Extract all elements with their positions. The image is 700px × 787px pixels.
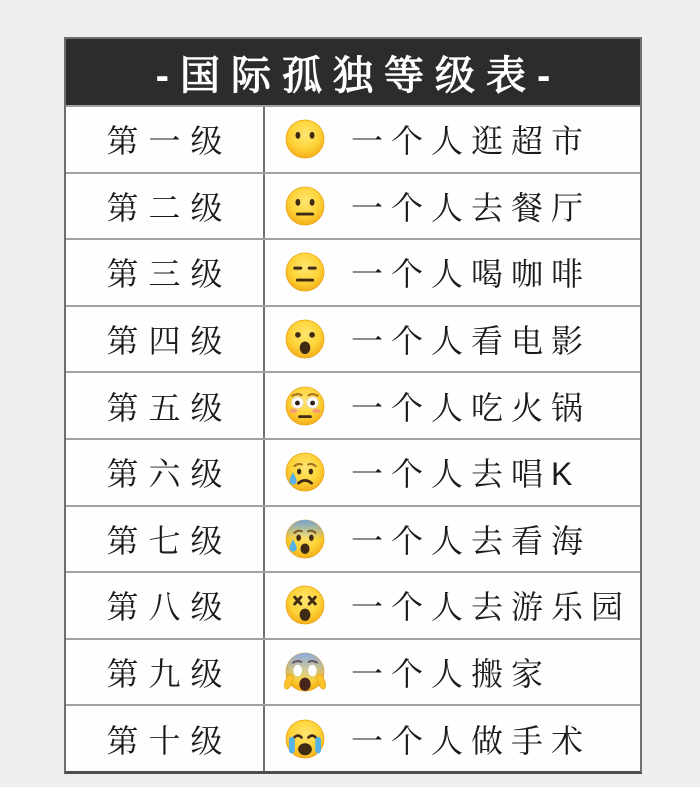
- level-cell: [66, 507, 265, 572]
- activity-cell: [265, 440, 640, 505]
- activity-text: 一个人去唱K: [351, 456, 581, 493]
- activity-text: 一个人吃火锅: [351, 389, 592, 426]
- level-text: 第八级: [106, 589, 233, 626]
- table-row: [66, 438, 640, 505]
- level-cell: [66, 640, 265, 705]
- activity-text: 一个人喝咖啡: [351, 256, 592, 293]
- level-text: 第十级: [106, 722, 233, 759]
- level-text: 第五级: [106, 389, 233, 426]
- screaming-face-emoji-icon: [283, 650, 327, 694]
- activity-cell: [265, 174, 640, 239]
- anxious-sweat-face-emoji-icon: [283, 517, 327, 561]
- activity-cell: [265, 240, 640, 305]
- flushed-face-emoji-icon: [283, 384, 327, 428]
- activity-cell: [265, 507, 640, 572]
- activity-text: 一个人逛超市: [351, 123, 592, 160]
- table-row: [66, 172, 640, 239]
- activity-text: 一个人做手术: [351, 722, 592, 759]
- table-body: [66, 105, 640, 771]
- table-header: [66, 39, 640, 105]
- level-cell: [66, 706, 265, 771]
- table-row: [66, 238, 640, 305]
- level-cell: [66, 240, 265, 305]
- activity-cell: [265, 107, 640, 172]
- neutral-face-emoji-icon: [283, 184, 327, 228]
- level-text: 第四级: [106, 323, 233, 360]
- activity-text: 一个人去餐厅: [351, 189, 592, 226]
- loneliness-table: [64, 37, 642, 774]
- table-row: [66, 638, 640, 705]
- level-cell: [66, 373, 265, 438]
- table-row: [66, 505, 640, 572]
- activity-text: 一个人搬家: [351, 656, 552, 693]
- face-without-mouth-emoji-icon: [283, 117, 327, 161]
- table-row: [66, 305, 640, 372]
- activity-text: 一个人去游乐园: [351, 589, 632, 626]
- table-title: -国际孤独等级表-: [155, 53, 562, 98]
- expressionless-face-emoji-icon: [283, 250, 327, 294]
- level-cell: [66, 174, 265, 239]
- table-row: [66, 105, 640, 172]
- crying-face-emoji-icon: [283, 717, 327, 761]
- activity-cell: [265, 373, 640, 438]
- level-text: 第一级: [106, 123, 233, 160]
- activity-text: 一个人看电影: [351, 323, 592, 360]
- activity-cell: [265, 640, 640, 705]
- activity-cell: [265, 573, 640, 638]
- level-cell: [66, 573, 265, 638]
- open-mouth-face-emoji-icon: [283, 317, 327, 361]
- level-cell: [66, 440, 265, 505]
- table-row: [66, 704, 640, 771]
- level-text: 第二级: [106, 189, 233, 226]
- sad-relieved-face-emoji-icon: [283, 450, 327, 494]
- level-text: 第九级: [106, 656, 233, 693]
- table-row: [66, 371, 640, 438]
- level-cell: [66, 307, 265, 372]
- activity-cell: [265, 307, 640, 372]
- level-text: 第七级: [106, 522, 233, 559]
- activity-text: 一个人去看海: [351, 522, 592, 559]
- table-row: [66, 571, 640, 638]
- level-text: 第六级: [106, 456, 233, 493]
- level-cell: [66, 107, 265, 172]
- dizzy-face-emoji-icon: [283, 583, 327, 627]
- level-text: 第三级: [106, 256, 233, 293]
- activity-cell: [265, 706, 640, 771]
